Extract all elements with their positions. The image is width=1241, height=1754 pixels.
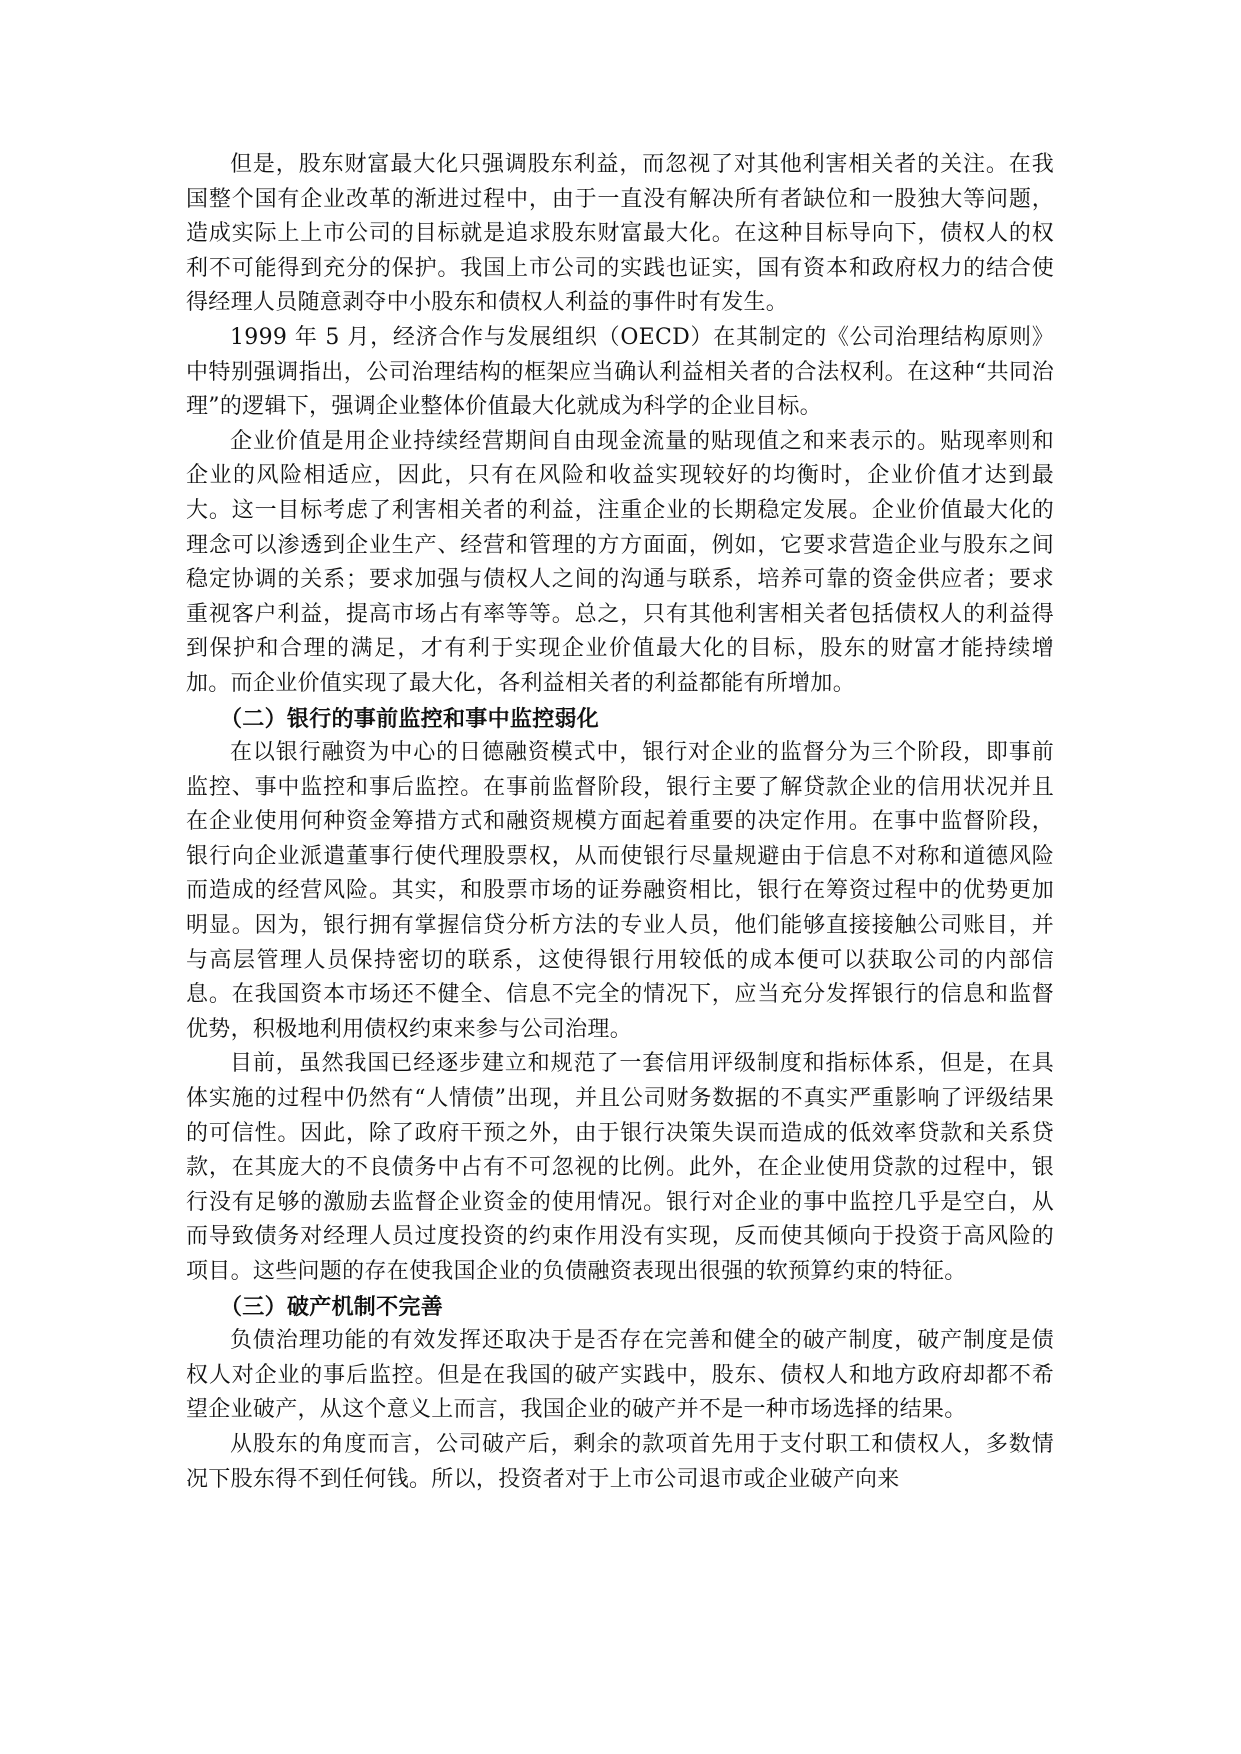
paragraph-shareholder-wealth: 但是，股东财富最大化只强调股东利益，而忽视了对其他利害相关者的关注。在我国整个国有企业改革的渐进过程中，由于一直没有解决所有者缺位和一股独大等问题，造成实际上上市公司的目标就是追求股东财富最大化。在这种目标导向下，债权人的权利不可能得到充分的保护。我国上市公司的实践也证实，国有资本和政府权力的结合使得经理人员随意剥夺中小股东和债权人利益的事件时有发生。	[186, 152, 1054, 316]
section-heading-bank-monitoring: （二）银行的事前监控和事中监控弱化	[220, 705, 600, 732]
section-heading-bankruptcy: （三）破产机制不完善	[220, 1293, 444, 1320]
paragraph-enterprise-value: 企业价值是用企业持续经营期间自由现金流量的贴现值之和来表示的。贴现率则和企业的风险相适应，因此，只有在风险和收益实现较好的均衡时，企业价值才达到最大。这一目标考虑了利害相关者的利益，注重企业的长期稳定发展。企业价值最大化的理念可以渗透到企业生产、经营和管理的方方面面，例如，它要求营造企业与股东之间稳定协调的关系；要求加强与债权人之间的沟通与联系，培养可靠的资金供应者；要求重视客户利益，提高市场占有率等等。总之，只有其他利害相关者包括债权人的利益得到保护和合理的满足，才有利于实现企业价值最大化的目标，股东的财富才能持续增加。而企业价值实现了最大化，各利益相关者的利益都能有所增加。	[186, 428, 1054, 696]
document-page	[186, 148, 1054, 1497]
paragraph-oecd-principles: 1999 年 5 月，经济合作与发展组织（OECD）在其制定的《公司治理结构原则》中特别强调指出，公司治理结构的框架应当确认利益相关者的合法权利。在这种“共同治理”的逻辑下，强调企业整体价值最大化就成为科学的企业目标。	[186, 324, 1054, 420]
paragraph-bankruptcy-system: 负债治理功能的有效发挥还取决于是否存在完善和健全的破产制度，破产制度是债权人对企业的事后监控。但是在我国的破产实践中，股东、债权人和地方政府却都不希望企业破产，从这个意义上而言，我国企业的破产并不是一种市场选择的结果。	[186, 1328, 1054, 1423]
paragraph-bank-monitoring-stages: 在以银行融资为中心的日德融资模式中，银行对企业的监督分为三个阶段，即事前监控、事中监控和事后监控。在事前监督阶段，银行主要了解贷款企业的信用状况并且在企业使用何种资金筹措方式和融资规模方面起着重要的决定作用。在事中监督阶段，银行向企业派遣董事行使代理股票权，从而使银行尽量规避由于信息不对称和道德风险而造成的经营风险。其实，和股票市场的证券融资相比，银行在筹资过程中的优势更加明显。因为，银行拥有掌握信贷分析方法的专业人员，他们能够直接接触公司账目，并与高层管理人员保持密切的联系，这使得银行用较低的成本便可以获取公司的内部信息。在我国资本市场还不健全、信息不完全的情况下，应当充分发挥银行的信息和监督优势，积极地利用债权约束来参与公司治理。	[186, 740, 1054, 1042]
paragraph-shareholder-perspective: 从股东的角度而言，公司破产后，剩余的款项首先用于支付职工和债权人，多数情况下股东得不到任何钱。所以，投资者对于上市公司退市或企业破产向来	[186, 1431, 1054, 1492]
paragraph-credit-rating: 目前，虽然我国已经逐步建立和规范了一套信用评级制度和指标体系，但是，在具体实施的过程中仍然有“人情债”出现，并且公司财务数据的不真实严重影响了评级结果的可信性。因此，除了政府干预之外，由于银行决策失误而造成的低效率贷款和关系贷款，在其庞大的不良债务中占有不可忽视的比例。此外，在企业使用贷款的过程中，银行没有足够的激励去监督企业资金的使用情况。银行对企业的事中监控几乎是空白，从而导致债务对经理人员过度投资的约束作用没有实现，反而使其倾向于投资于高风险的项目。这些问题的存在使我国企业的负债融资表现出很强的软预算约束的特征。	[186, 1051, 1054, 1284]
